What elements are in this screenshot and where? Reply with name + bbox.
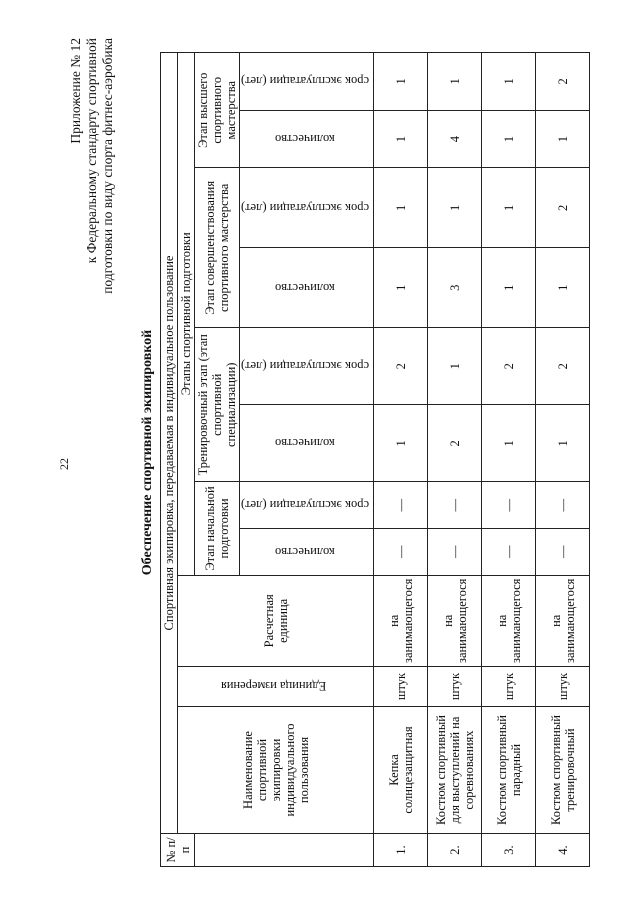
row-unit: штук [482,667,536,707]
row-num: 3. [482,834,536,867]
row-value: 4 [428,110,482,168]
row-value: 1 [482,248,536,328]
row-value: 1 [374,53,428,111]
row-calc-unit: на занимающегося [482,575,536,666]
row-calc-unit: на занимающегося [374,575,428,666]
row-value: 1 [374,110,428,168]
header-stage-1: Этап начальной подготовки [195,482,240,575]
row-value: 2 [428,405,482,482]
appendix-line-1: Приложение № 12 [68,38,83,144]
row-value: 2 [536,168,590,248]
row-value: — [536,482,590,529]
row-value: 1 [374,248,428,328]
header-stage-2: Тренировочный этап (этап спортивной специализации) [195,328,240,482]
row-num: 1. [374,834,428,867]
header-term-4: срок эксплуатации (лет) [240,53,374,111]
header-term-1: срок эксплуатации (лет) [240,482,374,529]
row-value: 1 [428,53,482,111]
page-title: Обеспечение спортивной экипировкой [140,329,155,576]
header-name: Наименование спортивной экипировки индивидуального пользования [178,707,374,834]
table-row [428,53,482,867]
equipment-table [160,52,590,867]
row-num: 2. [428,834,482,867]
row-name: Костюм спортивный тренировочный [536,707,590,834]
row-value: — [374,482,428,529]
row-value: 3 [428,248,482,328]
header-stages-group: Этапы спортивной подготовки [178,53,195,576]
table-row [482,53,536,867]
header-stage-3: Этап совершенствования спортивного мастерства [195,168,240,328]
row-value: 1 [428,328,482,405]
row-num: 4. [536,834,590,867]
row-value: 1 [536,110,590,168]
page-number: 22 [57,458,71,470]
row-name: Костюм спортивный парадный [482,707,536,834]
row-value: — [536,529,590,576]
table-row [536,53,590,867]
row-value: 1 [374,405,428,482]
row-value: 1 [482,53,536,111]
row-value: 1 [536,248,590,328]
row-value: 2 [374,328,428,405]
row-value: — [482,529,536,576]
row-unit: штук [536,667,590,707]
header-num-spacer [195,834,374,867]
header-qty-4: количество [240,110,374,168]
row-value: 1 [482,405,536,482]
row-value: 2 [482,328,536,405]
row-value: — [374,529,428,576]
row-value: 1 [482,168,536,248]
header-unit: Единица измерения [178,667,374,707]
appendix-line-2: к Федеральному стандарту спортивной [84,38,99,264]
row-value: — [428,482,482,529]
header-qty-1: количество [240,529,374,576]
appendix-line-3: подготовки по виду спорта фитнес-аэробика [100,38,115,294]
row-value: 1 [374,168,428,248]
row-calc-unit: на занимающегося [536,575,590,666]
header-term-3: срок эксплуатации (лет) [240,168,374,248]
row-name: Кепка солнцезащитная [374,707,428,834]
row-value: — [428,529,482,576]
row-value: 2 [536,328,590,405]
header-num: № п/п [161,834,195,867]
row-value: 1 [536,405,590,482]
header-qty-2: количество [240,405,374,482]
header-term-2: срок эксплуатации (лет) [240,328,374,405]
header-calc-unit: Расчетная единица [178,575,374,666]
header-qty-3: количество [240,248,374,328]
row-value: — [482,482,536,529]
row-value: 1 [428,168,482,248]
row-calc-unit: на занимающегося [428,575,482,666]
row-unit: штук [428,667,482,707]
row-unit: штук [374,667,428,707]
appendix-caption [68,38,116,478]
header-stage-4: Этап высшего спортивного мастерства [195,53,240,168]
header-group: Спортивная экипировка, передаваемая в индивидуальное пользование [161,53,178,834]
row-value: 2 [536,53,590,111]
table-row [374,53,428,867]
row-value: 1 [482,110,536,168]
row-name: Костюм спортивный для выступлений на соревнованиях [428,707,482,834]
